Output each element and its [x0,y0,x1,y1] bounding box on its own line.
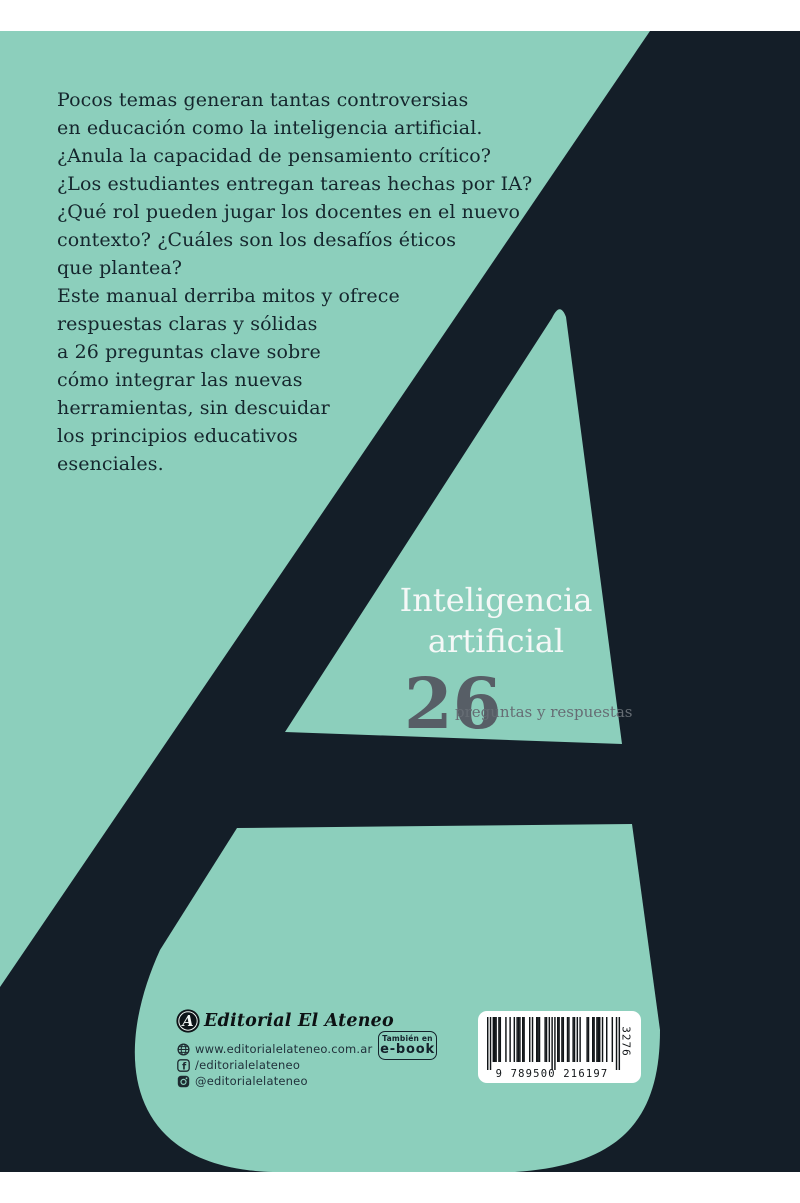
publisher-links [177,1041,372,1089]
publisher-name: Editorial El Ateneo [204,1011,394,1031]
blurb-line: contexto? ¿Cuáles son los desafíos éticos [57,229,457,251]
blurb-line: esenciales. [57,453,164,475]
barcode-bars [487,1017,622,1070]
blurb-line: que plantea? [57,257,183,279]
instagram-handle: @editorialelateneo [195,1074,308,1088]
link-row-facebook [177,1057,372,1073]
ebook-badge-line1: También en [382,1033,433,1043]
barcode-number: 9 789500 216197 [495,1068,609,1080]
facebook-handle: /editorialelateneo [195,1058,301,1072]
blurb-line: ¿Qué rol pueden jugar los docentes en el nuevo [57,201,521,223]
blurb-line: cómo integrar las nuevas [57,369,303,391]
blurb-line: a 26 preguntas clave sobre [57,341,321,363]
svg-text:f: f [182,1060,187,1072]
publisher-a-icon [176,1009,200,1033]
ebook-badge-line2: e-book [380,1041,435,1057]
blurb-line: herramientas, sin descuidar [57,397,330,419]
blurb-line: los principios educativos [57,425,298,447]
link-row-website [177,1041,372,1057]
barcode [478,1011,641,1083]
subtitle-number: 26 [404,662,502,745]
web-globe-icon [177,1043,190,1056]
title-line-2: artificial [427,622,565,660]
blurb-line: respuestas claras y sólidas [57,313,318,335]
blurb-line: en educación como la inteligencia artificial. [57,117,483,139]
website-url: www.editorialelateneo.com.ar [195,1042,373,1056]
blurb [57,86,532,478]
blurb-line: Pocos temas generan tantas controversias [57,89,469,111]
publisher-logo-row [176,1009,394,1033]
book-title [378,580,614,662]
ebook-badge [378,1031,437,1060]
facebook-icon [177,1059,190,1072]
subtitle-label: preguntas y respuestas [455,703,633,721]
link-row-instagram [177,1073,372,1089]
instagram-icon [177,1075,190,1088]
blurb-line: ¿Los estudiantes entregan tareas hechas por IA? [57,173,533,195]
blurb-line: Este manual derriba mitos y ofrece [57,285,400,307]
barcode-side-number: 3276 [619,1026,633,1057]
title-line-1: Inteligencia [399,581,593,619]
svg-text:A: A [182,1012,194,1030]
teal-panel-lower-region [135,824,660,1172]
blurb-line: ¿Anula la capacidad de pensamiento crítico? [57,145,492,167]
